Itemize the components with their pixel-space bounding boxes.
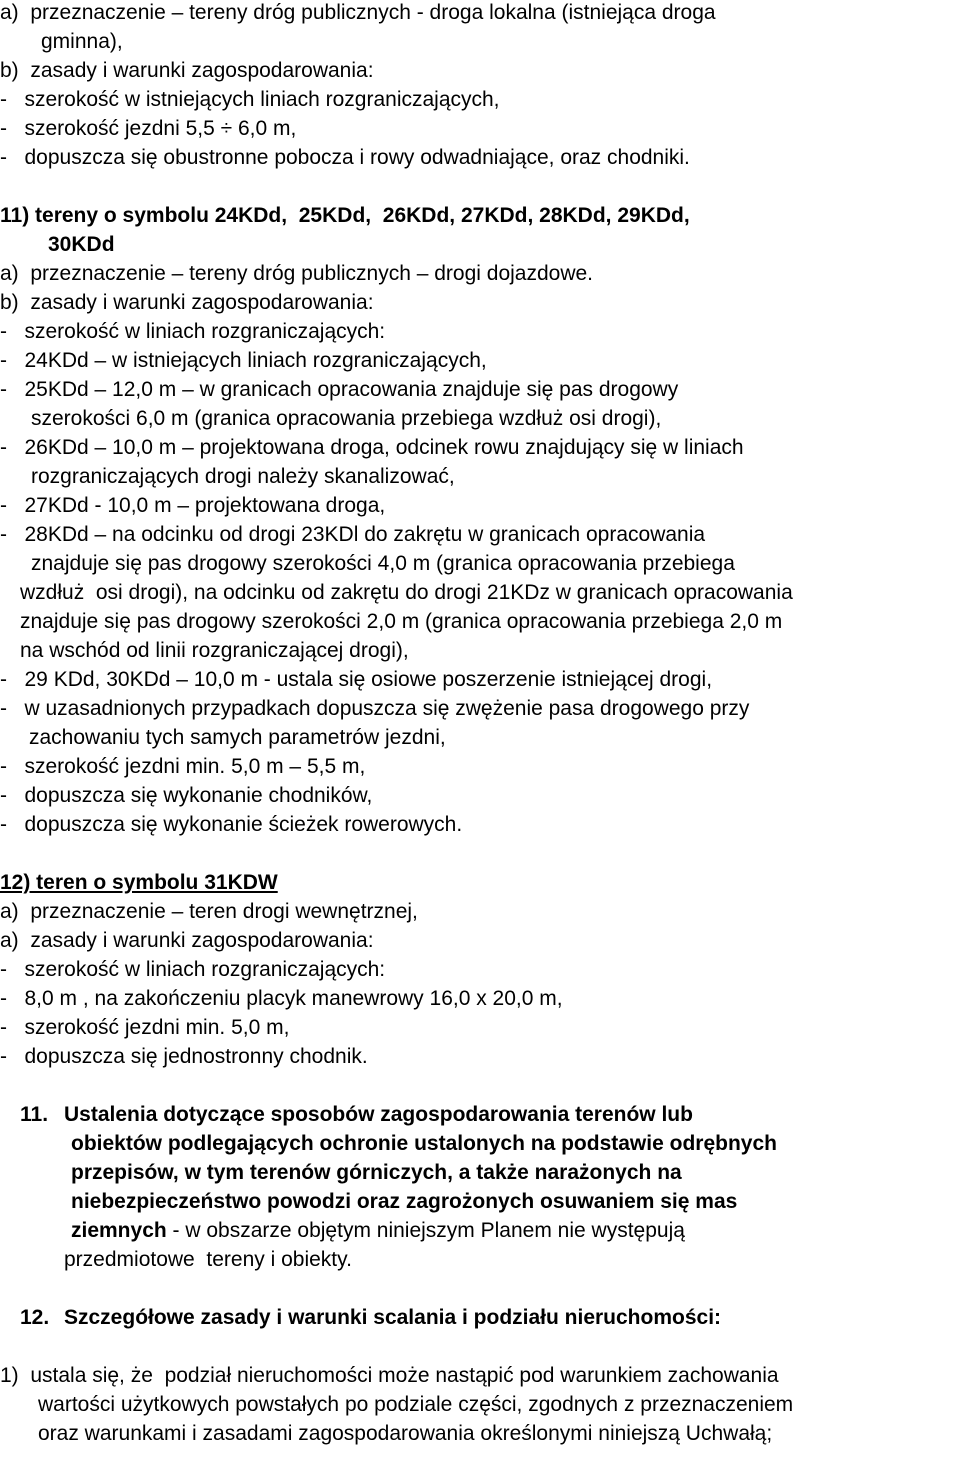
list-item: - dopuszcza się jednostronny chodnik. — [0, 1045, 368, 1068]
list-item: - dopuszcza się wykonanie chodników, — [0, 784, 373, 807]
list-item: - 26KDd – 10,0 m – projektowana droga, odcinek rowu znajdujący się w liniach — [0, 436, 744, 459]
text-line: a) zasady i warunki zagospodarowania: — [0, 929, 374, 952]
section-12-number: 12. — [20, 1306, 50, 1329]
section-11-line — [71, 1218, 685, 1244]
text-line: - dopuszcza się obustronne pobocza i rowy odwadniające, oraz chodniki. — [0, 146, 690, 169]
text-line: b) zasady i warunki zagospodarowania: — [0, 59, 374, 82]
list-item: - w uzasadnionych przypadkach dopuszcza się zwężenie pasa drogowego przy — [0, 697, 750, 720]
list-item: - szerokość w liniach rozgraniczających: — [0, 320, 386, 343]
list-item: - 25KDd – 12,0 m – w granicach opracowania znajduje się pas drogowy — [0, 378, 679, 401]
list-item: - 28KDd – na odcinku od drogi 23KDl do zakrętu w granicach opracowania — [0, 523, 706, 546]
section-11-heading-cont: przepisów, w tym terenów górniczych, a także narażonych na — [71, 1161, 682, 1184]
text-line: oraz warunkami i zasadami zagospodarowania określonymi niniejszą Uchwałą; — [38, 1422, 773, 1445]
text-line: a) przeznaczenie – tereny dróg publicznych - droga lokalna (istniejąca droga — [0, 1, 716, 24]
section-11-heading: Ustalenia dotyczące sposobów zagospodarowania terenów lub — [64, 1103, 693, 1126]
text-line: wartości użytkowych powstałych po podziale części, zgodnych z przeznaczeniem — [38, 1393, 794, 1416]
text-line: 1) ustala się, że podział nieruchomości może nastąpić pod warunkiem zachowania — [0, 1364, 779, 1387]
text-line: - szerokość jezdni 5,5 ÷ 6,0 m, — [0, 117, 297, 140]
section-11-heading-cont: obiektów podlegających ochronie ustalonych na podstawie odrębnych — [71, 1132, 777, 1155]
list-item-cont: wzdłuż osi drogi), na odcinku od zakrętu do drogi 21KDz w granicach opracowania — [20, 581, 793, 604]
section-11-number: 11. — [20, 1103, 49, 1126]
item-11-heading-cont: 30KDd — [48, 233, 115, 256]
list-item: - 29 KDd, 30KDd – 10,0 m - ustala się osiowe poszerzenie istniejącej drogi, — [0, 668, 713, 691]
section-11-line: przedmiotowe tereny i obiekty. — [64, 1248, 352, 1271]
list-item: - 24KDd – w istniejących liniach rozgraniczających, — [0, 349, 487, 372]
list-item: - 8,0 m , na zakończeniu placyk manewrowy 16,0 x 20,0 m, — [0, 987, 563, 1010]
text-line: b) zasady i warunki zagospodarowania: — [0, 291, 374, 314]
section-11-bold-word: ziemnych — [71, 1219, 167, 1242]
list-item-cont: zachowaniu tych samych parametrów jezdni, — [29, 726, 446, 749]
list-item: - 27KDd - 10,0 m – projektowana droga, — [0, 494, 386, 517]
text-line: a) przeznaczenie – tereny dróg publicznych – drogi dojazdowe. — [0, 262, 594, 285]
list-item-cont: znajduje się pas drogowy szerokości 2,0 m (granica opracowania przebiega 2,0 m — [20, 610, 783, 633]
list-item-cont: rozgraniczających drogi należy skanalizować, — [31, 465, 455, 488]
text-line: gminna), — [41, 30, 123, 53]
list-item-cont: znajduje się pas drogowy szerokości 4,0 m (granica opracowania przebiega — [31, 552, 735, 575]
list-item-cont: szerokości 6,0 m (granica opracowania przebiega wzdłuż osi drogi), — [31, 407, 662, 430]
section-11-text: - w obszarze objętym niniejszym Planem nie występują — [166, 1219, 685, 1242]
item-11-heading: 11) tereny o symbolu 24KDd, 25KDd, 26KDd, 27KDd, 28KDd, 29KDd, — [0, 204, 690, 227]
list-item: - szerokość jezdni min. 5,0 m, — [0, 1016, 290, 1039]
section-11-heading-cont: niebezpieczeństwo powodzi oraz zagrożonych osuwaniem się mas — [71, 1190, 738, 1213]
section-12-heading: Szczegółowe zasady i warunki scalania i podziału nieruchomości: — [64, 1306, 722, 1329]
list-item: - szerokość jezdni min. 5,0 m – 5,5 m, — [0, 755, 366, 778]
list-item-cont: na wschód od linii rozgraniczającej drogi), — [20, 639, 409, 662]
text-line: - szerokość w istniejących liniach rozgraniczających, — [0, 88, 500, 111]
list-item: - szerokość w liniach rozgraniczających: — [0, 958, 386, 981]
text-line: a) przeznaczenie – teren drogi wewnętrznej, — [0, 900, 418, 923]
item-12-heading: 12) teren o symbolu 31KDW — [0, 871, 278, 894]
list-item: - dopuszcza się wykonanie ścieżek rowerowych. — [0, 813, 463, 836]
